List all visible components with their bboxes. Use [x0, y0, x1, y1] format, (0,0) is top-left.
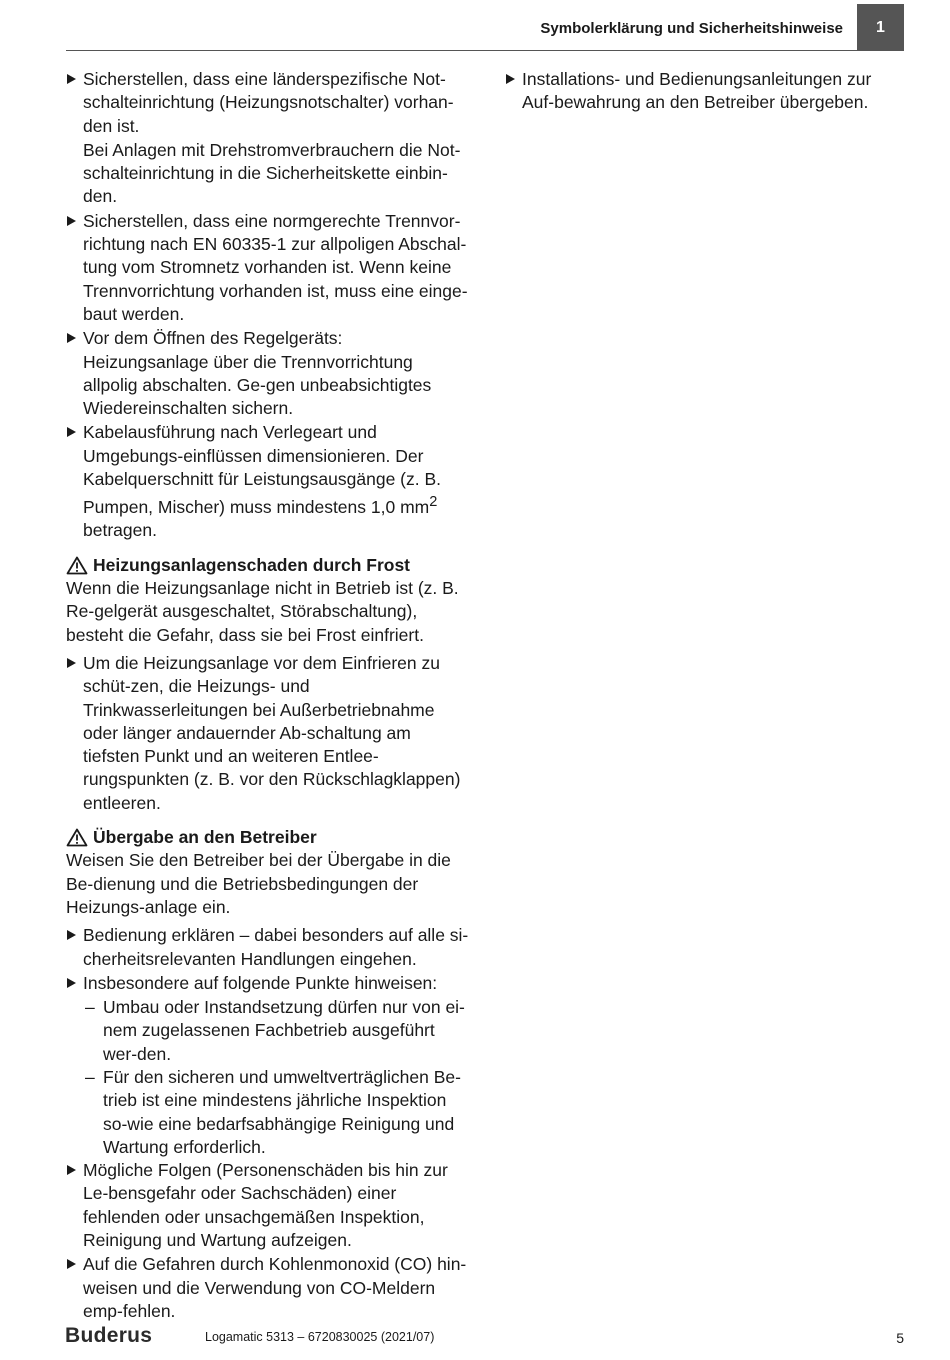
list-item-text: Um die Heizungsanlage vor dem Einfrieren zu schüt-zen, die Heizungs- und Trinkwasserleitungen bei Außerbetriebnahme oder länger andauernder Ab-schaltung am tiefsten Punkt und an weiteren Entlee-rungspunkten (z. B. vor den Rückschlagklappen) entleeren. [83, 652, 461, 813]
superscript: 2 [429, 494, 438, 511]
frost-heading [66, 554, 470, 577]
chapter-number-badge: 1 [857, 4, 904, 51]
left-column [66, 68, 470, 1324]
list-item-text: Vor dem Öffnen des Regelgeräts: Heizungsanlage über die Trennvorrichtung allpolig abschalten. Ge-gen unbeabsichtigtes Wiedereinschalten sichern. [83, 328, 432, 419]
list-item [66, 1159, 470, 1252]
list-item [66, 924, 470, 971]
bullet-triangle-icon [67, 1259, 76, 1269]
list-item-text: Sicherstellen, dass eine normgerechte Trennvor-richtung nach EN 60335-1 zur allpoligen Abschal-tung vom Stromnetz vorhanden ist. Wenn keine Trennvorrichtung vorhanden ist, muss eine einge-baut werden. [83, 210, 468, 324]
list-item-text: Installations- und Bedienungsanleitungen zur Auf-bewahrung an den Betreiber übergeben. [522, 69, 872, 113]
right-column [505, 68, 905, 116]
paragraph: Wenn die Heizungsanlage nicht in Betrieb ist (z. B. Re-gelgerät ausgeschaltet, Störabschaltung), besteht die Gefahr, dass sie bei Frost einfriert. [66, 578, 459, 645]
dash-marker: – [85, 1067, 95, 1087]
bullet-triangle-icon [67, 333, 76, 343]
bullet-triangle-icon [67, 1165, 76, 1175]
header-divider [66, 50, 857, 51]
warning-triangle-icon [66, 556, 88, 575]
list-item [66, 1253, 470, 1323]
sub-list-item-text: Umbau oder Instandsetzung dürfen nur von ei-nem zugelassenen Fachbetrieb ausgeführt wer-den. [103, 997, 465, 1064]
section-heading-text: Übergabe an den Betreiber [93, 827, 317, 848]
bullet-triangle-icon [67, 658, 76, 668]
warning-triangle-icon [66, 828, 88, 847]
list-item [66, 68, 470, 138]
bullet-triangle-icon [67, 427, 76, 437]
sub-list-item [66, 996, 470, 1066]
list-item-text: Sicherstellen, dass eine länderspezifische Not-schalteinrichtung (Heizungsnotschalter) vorhan-den ist. [83, 69, 454, 136]
list-item [505, 68, 905, 115]
list-item-text: Insbesondere auf folgende Punkte hinweisen: [83, 972, 438, 993]
list-item [66, 210, 470, 326]
header-title: Symbolerklärung und Sicherheitshinweise [540, 20, 843, 37]
cable-text-end: betragen. [83, 520, 157, 541]
list-item-text: Bedienung erklären – dabei besonders auf alle si-cherheitsrelevanten Handlungen eingehen. [83, 925, 469, 969]
cable-text: Kabelausführung nach Verlegeart und Umgebungs-einflüssen dimensionieren. Der Kabelquerschnitt für Leistungsausgänge (z. B. Pumpen, Mischer) muss mindestens 1,0 mm [83, 422, 441, 518]
list-item [66, 421, 470, 542]
list-item [66, 327, 470, 420]
list-item-text: Auf die Gefahren durch Kohlenmonoxid (CO) hin-weisen und die Verwendung von CO-Meldern emp-fehlen. [83, 1254, 467, 1321]
bullet-triangle-icon [67, 74, 76, 84]
sub-list-item-text: Für den sicheren und umweltverträglichen Be-trieb ist eine mindestens jährliche Inspektion so-wie eine bedarfsabhängige Reinigung und Wartung erforderlich. [103, 1067, 461, 1157]
bullet-triangle-icon [67, 978, 76, 988]
list-item [66, 972, 470, 995]
sub-list-item [66, 1066, 470, 1159]
section-heading-text: Heizungsanlagenschaden durch Frost [93, 554, 410, 575]
bullet-triangle-icon [67, 216, 76, 226]
list-item-continuation [66, 139, 470, 209]
handover-heading [66, 826, 470, 849]
bullet-triangle-icon [506, 74, 515, 84]
page-number: 5 [896, 1330, 904, 1346]
list-item-text: Mögliche Folgen (Personenschäden bis hin zur Le-bensgefahr oder Sachschäden) einer fehlenden oder unsachgemäßen Inspektion, Reinigung und Wartung aufzeigen. [83, 1160, 448, 1251]
document-info: Logamatic 5313 – 6720830025 (2021/07) [205, 1330, 435, 1344]
brand-logo: Buderus [65, 1324, 153, 1347]
bullet-triangle-icon [67, 930, 76, 940]
paragraph: Weisen Sie den Betreiber bei der Übergabe in die Be-dienung und die Betriebsbedingungen der Heizungs-anlage ein. [66, 850, 451, 917]
list-item-text: Bei Anlagen mit Drehstromverbrauchern die Not-schalteinrichtung in die Sicherheitskette einbin-den. [83, 139, 461, 207]
list-item-text [83, 421, 470, 542]
list-item [66, 652, 470, 815]
dash-marker: – [85, 997, 95, 1018]
